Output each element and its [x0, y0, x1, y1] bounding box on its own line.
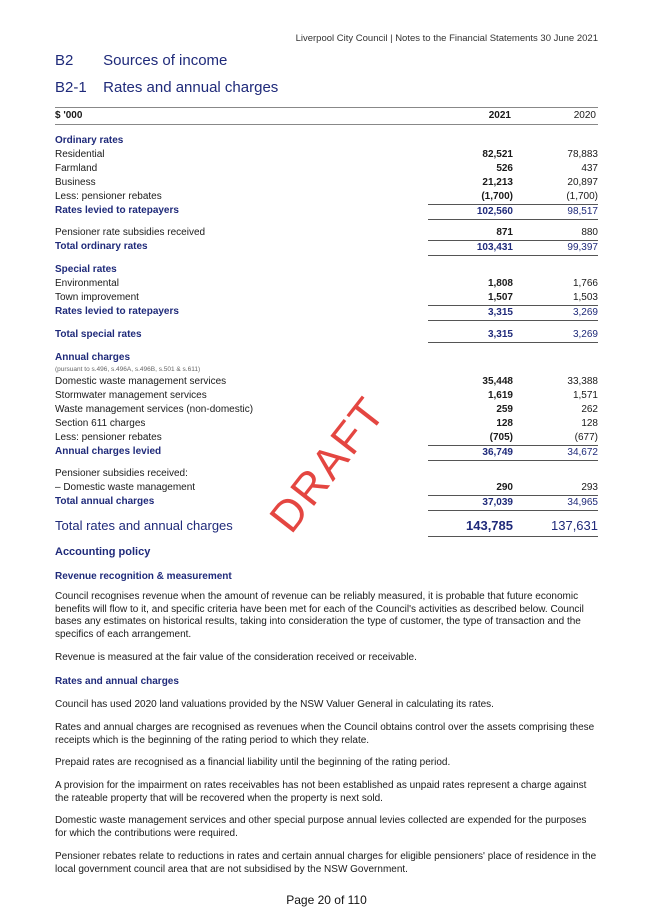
total-annual-row: Total annual charges 37,039 34,965: [55, 495, 598, 509]
section-number: B2: [55, 52, 74, 69]
table-row: Environmental 1,808 1,766: [55, 278, 598, 289]
policy-paragraph: A provision for the impairment on rates receivables has not been established as unpaid rates represent a charge against the rateable property that will be recovered when the property is next sold.: [55, 780, 587, 804]
draft-watermark: DRAFT: [260, 387, 396, 542]
col-2020: 2020: [573, 110, 596, 121]
total-special-row: Total special rates 3,315 3,269: [55, 328, 598, 342]
page-number: Page 20 of 110: [286, 893, 367, 907]
table-row: Section 611 charges 128 128: [55, 418, 598, 429]
table-row: Farmland 526 437: [55, 163, 598, 174]
policy-paragraph: Rates and annual charges are recognised as revenues when the Council obtains control over the assets comprising these receipts which is the beginning of the rating period to which they relate.: [55, 722, 595, 746]
section-title: Sources of income: [103, 52, 228, 69]
subsection-title: Rates and annual charges: [103, 79, 279, 96]
ordinary-rates-title: Ordinary rates: [55, 135, 124, 146]
table-row: Town improvement 1,507 1,503: [55, 292, 598, 303]
total-ordinary-row: Total ordinary rates 103,431 99,397: [55, 240, 598, 254]
document-header: Liverpool City Council | Notes to the Financial Statements 30 June 2021: [295, 33, 598, 44]
table-row: Business 21,213 20,897: [55, 177, 598, 188]
table-row: – Domestic waste management 290 293: [55, 482, 598, 493]
table-row: Waste management services (non-domestic) 259 262: [55, 404, 598, 415]
annual-charges-note: (pursuant to s.496, s.496A, s.496B, s.501 & s.611): [55, 366, 201, 373]
table-row: Pensioner rate subsidies received 871 880: [55, 227, 598, 238]
policy-paragraph: Revenue is measured at the fair value of the consideration received or receivable.: [55, 652, 417, 663]
accounting-policy-title: Accounting policy: [55, 546, 151, 558]
table-row: Domestic waste management services 35,448 33,388: [55, 376, 598, 387]
special-rates-title: Special rates: [55, 264, 117, 275]
col-2021: 2021: [488, 110, 511, 121]
unit-label: $ '000: [55, 110, 83, 121]
grand-total-row: Total rates and annual charges 143,785 137,631: [55, 516, 598, 536]
table-header: [55, 107, 598, 125]
policy-paragraph: Prepaid rates are recognised as a financial liability until the beginning of the rating period.: [55, 757, 451, 768]
annual-charges-title: Annual charges: [55, 352, 131, 363]
policy-paragraph: Council has used 2020 land valuations provided by the NSW Valuer General in calculating its rates.: [55, 699, 494, 710]
table-row: Stormwater management services 1,619 1,571: [55, 390, 598, 401]
revenue-recognition-title: Revenue recognition & measurement: [55, 571, 232, 582]
annual-levied-row: Annual charges levied 36,749 34,672: [55, 445, 598, 459]
table-row: Less: pensioner rebates (705) (677): [55, 432, 598, 443]
policy-paragraph: Pensioner rebates relate to reductions in rates and certain annual charges for eligible pensioners' place of residence in the local government council area that are not subsidised by the NSW Government.: [55, 851, 597, 875]
policy-paragraph: Domestic waste management services and other special purpose annual levies collected are expended for the purposes for which the contributions were required.: [55, 815, 587, 839]
subsection-number: B2-1: [55, 79, 87, 96]
ordinary-levied-row: Rates levied to ratepayers 102,560 98,517: [55, 204, 598, 218]
section-heading: [55, 52, 227, 69]
pensioner-subsidies-title: Pensioner subsidies received:: [55, 468, 188, 479]
subsection-heading: [55, 79, 278, 96]
table-row: Residential 82,521 78,883: [55, 149, 598, 160]
special-levied-row: Rates levied to ratepayers 3,315 3,269: [55, 305, 598, 319]
policy-paragraph: Council recognises revenue when the amount of revenue can be reliably measured, it is probable that future economic benefits will flow to it, and specific criteria have been met for each of the Council's activities as described below. Council bases any estimates on historical results, taking into consideration the type of customer, the type of transaction and the specifics of each arrangement.: [55, 591, 584, 640]
table-row: Less: pensioner rebates (1,700) (1,700): [55, 191, 598, 202]
rates-charges-title: Rates and annual charges: [55, 676, 179, 687]
